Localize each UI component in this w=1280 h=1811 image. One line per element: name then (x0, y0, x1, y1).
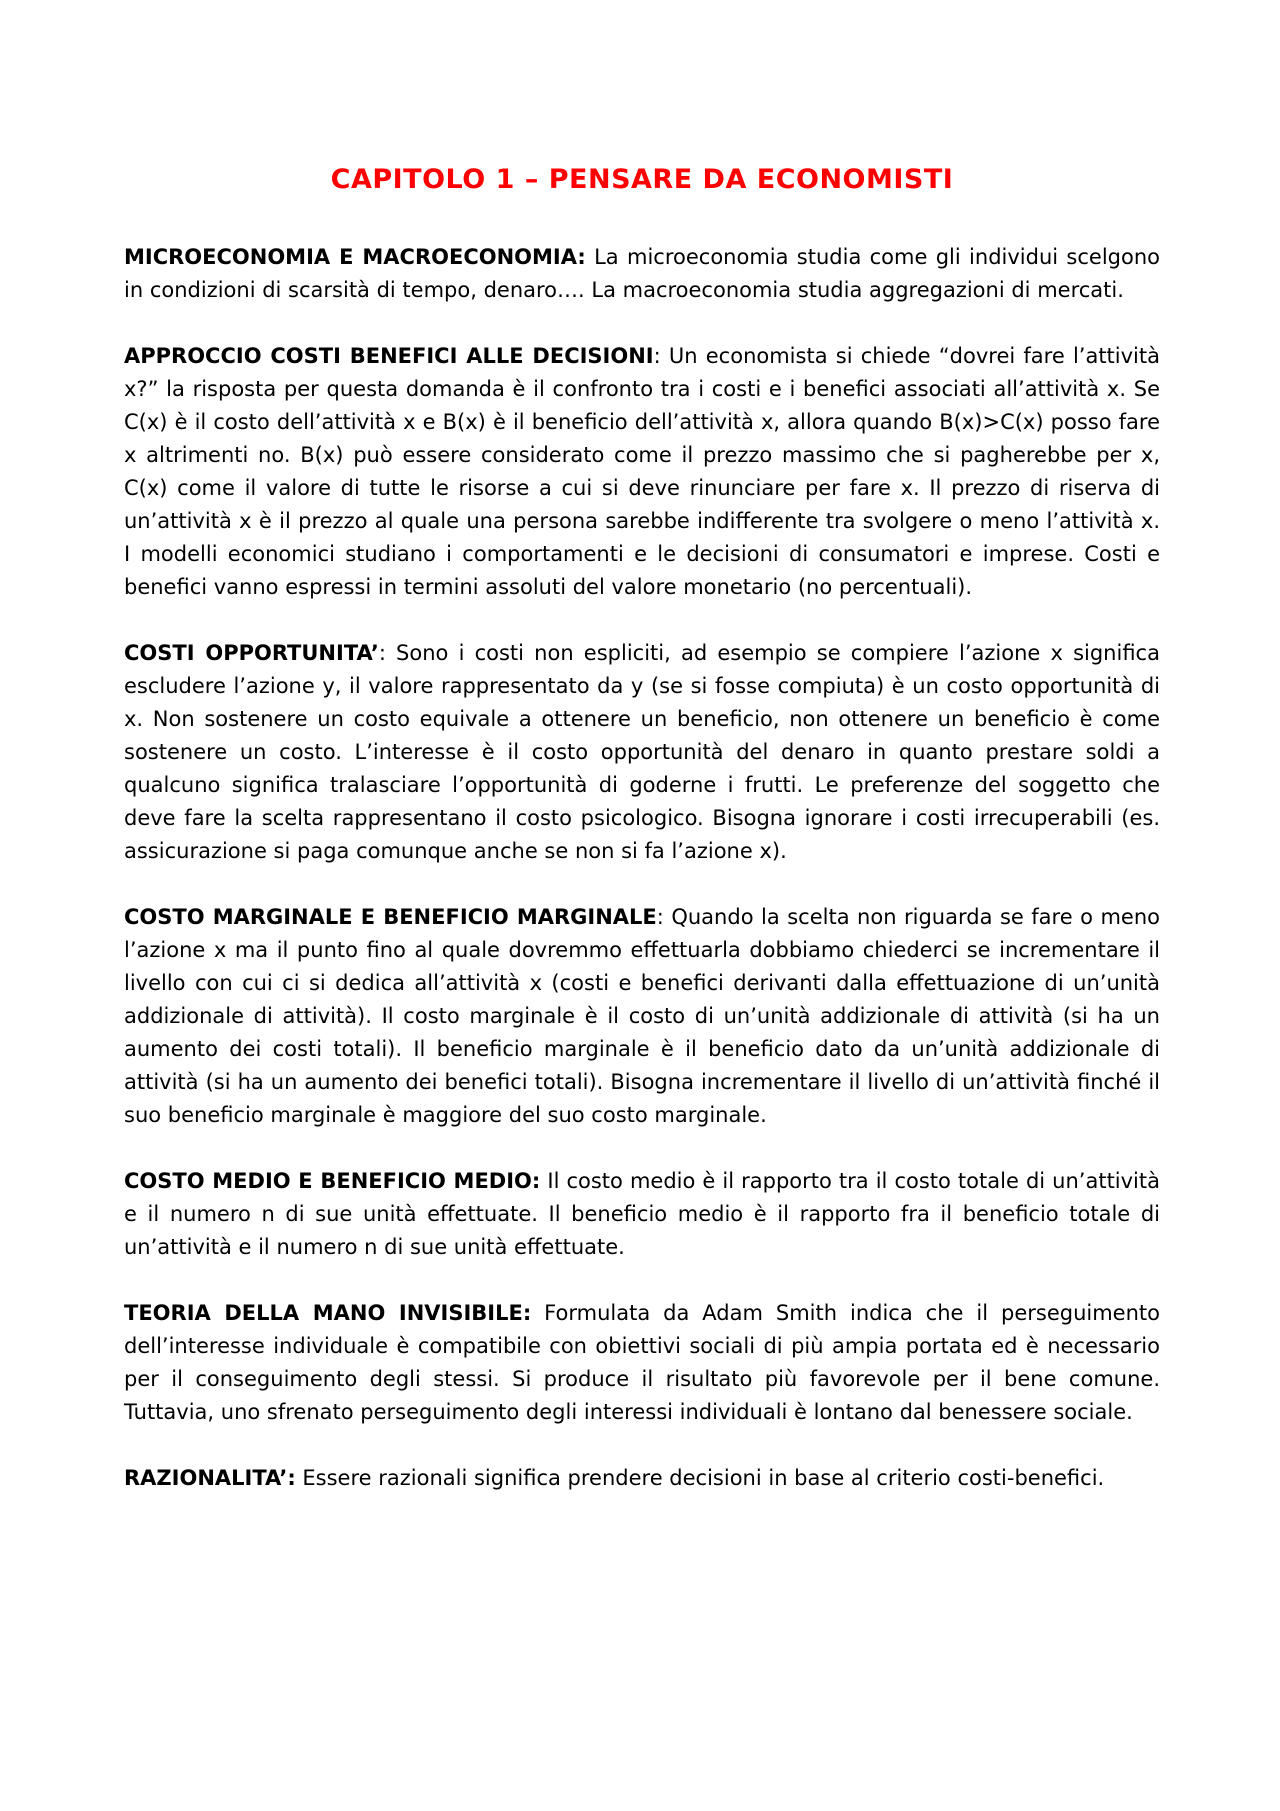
section-micro-macro (124, 241, 1160, 307)
section-heading: TEORIA DELLA MANO INVISIBILE: (124, 1301, 532, 1325)
section-heading: RAZIONALITA’: (124, 1466, 296, 1490)
section-body: Il costo medio è il rapporto tra il costo totale di un’attività e il numero n di sue unità effettuate. Il beneficio medio è il rapporto fra il beneficio totale di un’attività e il numero n di sue unità effettuate. (124, 1169, 1160, 1259)
document-page (124, 150, 1160, 1528)
chapter-title: CAPITOLO 1 – PENSARE DA ECONOMISTI (330, 164, 954, 195)
section-costo-marginale (124, 901, 1160, 1132)
section-heading: COSTI OPPORTUNITA’ (124, 641, 379, 665)
section-heading: APPROCCIO COSTI BENEFICI ALLE DECISIONI (124, 344, 654, 368)
section-body: Essere razionali significa prendere decisioni in base al criterio costi-benefici. (295, 1466, 1105, 1490)
section-body: La microeconomia studia come gli individui scelgono in condizioni di scarsità di tempo, denaro…. La macroeconomia studia aggregazioni di mercati. (124, 245, 1160, 302)
section-heading: COSTO MARGINALE E BENEFICIO MARGINALE (124, 905, 657, 929)
section-heading: COSTO MEDIO E BENEFICIO MEDIO: (124, 1169, 541, 1193)
section-costi-opportunita (124, 637, 1160, 868)
section-body: Formulata da Adam Smith indica che il perseguimento dell’interesse individuale è compatibile con obiettivi sociali di più ampia portata ed è necessario per il conseguimento degli stessi. Si produce il risultato più favorevole per il bene comune. Tuttavia, uno sfrenato perseguimento degli interessi individuali è lontano dal benessere sociale. (124, 1301, 1160, 1424)
section-costi-benefici (124, 340, 1160, 604)
section-costo-medio (124, 1165, 1160, 1264)
section-body: : Quando la scelta non riguarda se fare o meno l’azione x ma il punto fino al quale dovremmo effettuarla dobbiamo chiederci se incrementare il livello con cui ci si dedica all’attività x (costi e benefici derivanti dalla effettuazione di un’unità addizionale di attività). Il costo marginale è il costo di un’unità addizionale di attività (si ha un aumento dei costi totali). Il beneficio marginale è il beneficio dato da un’unità addizionale di attività (si ha un aumento dei benefici totali). Bisogna incrementare il livello di un’attività finché il suo beneficio marginale è maggiore del suo costo marginale. (124, 905, 1161, 1127)
section-razionalita (124, 1462, 1160, 1495)
section-body: : Un economista si chiede “dovrei fare l’attività x?” la risposta per questa domanda è il confronto tra i costi e i benefici associati all’attività x. Se C(x) è il costo dell’attività x e B(x) è il beneficio dell’attività x, allora quando B(x)>C(x) posso fare x altrimenti no. B(x) può essere considerato come il prezzo massimo che si pagherebbe per x, C(x) come il valore di tutte le risorse a cui si deve rinunciare per fare x. Il prezzo di riserva di un’attività x è il prezzo al quale una persona sarebbe indifferente tra svolgere o meno l’attività x. I modelli economici studiano i comportamenti e le decisioni di consumatori e imprese. Costi e benefici vanno espressi in termini assoluti del valore monetario (no percentuali). (124, 344, 1160, 599)
section-heading: MICROECONOMIA E MACROECONOMIA: (124, 245, 586, 269)
section-body: : Sono i costi non espliciti, ad esempio se compiere l’azione x significa escludere l’azione y, il valore rappresentato da y (se si fosse compiuta) è un costo opportunità di x. Non sostenere un costo equivale a ottenere un beneficio, non ottenere un beneficio è come sostenere un costo. L’interesse è il costo opportunità del denaro in quanto prestare soldi a qualcuno significa tralasciare l’opportunità di goderne i frutti. Le preferenze del soggetto che deve fare la scelta rappresentano il costo psicologico. Bisogna ignorare i costi irrecuperabili (es. assicurazione si paga comunque anche se non si fa l’azione x). (124, 641, 1160, 863)
section-mano-invisibile (124, 1297, 1160, 1429)
